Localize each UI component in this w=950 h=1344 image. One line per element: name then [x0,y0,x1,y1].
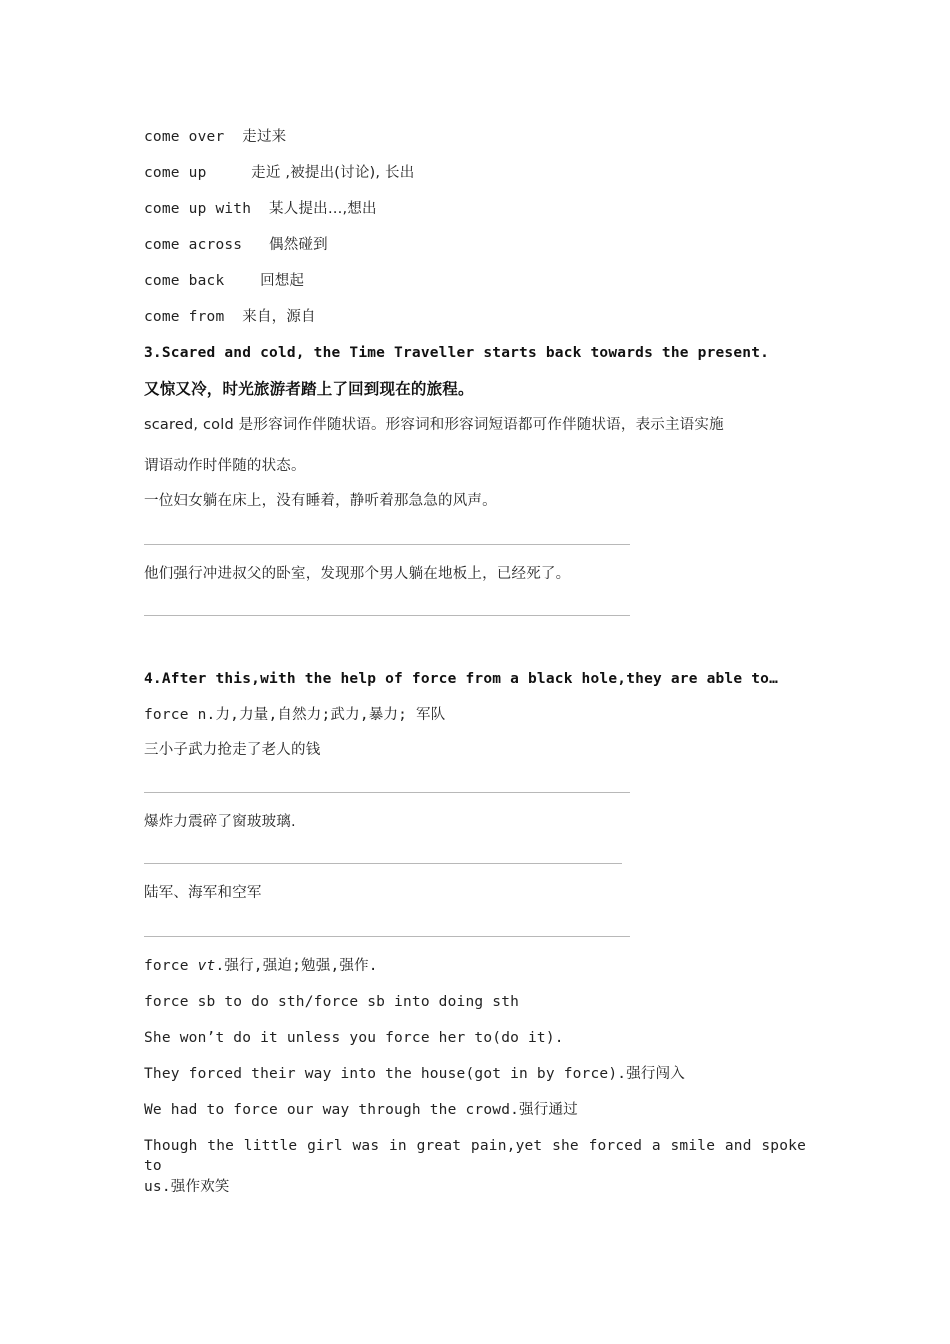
verb-word: force [144,958,198,974]
section3-note-line1: scared, cold 是形容词作伴随状语。形容词和形容词短语都可作伴随状语，表示主语实施 [144,417,724,433]
exercise-prompt: 一位妇女躺在床上，没有睡着，静听着那急急的风声。 [144,493,497,509]
answer-line [144,863,622,864]
answer-line [144,615,630,616]
example-sentence-continued: us.强作欢笑 [144,1179,230,1195]
phrase: come from [144,309,225,325]
example-sentence: They forced their way into the house(got in by force).强行闯入 [144,1066,686,1082]
exercise-prompt: 爆炸力震碎了窗玻玻璃. [144,814,296,830]
meaning: 走近 ,被提出(讨论), 长出 [251,165,415,181]
phrase-row [144,199,377,219]
section4-heading: 4.After this,with the help of force from a black hole,they are able to… [144,671,779,687]
answer-line [144,936,630,937]
phrase: come back [144,273,225,289]
phrase-row [144,163,414,183]
verb-definition [144,956,378,976]
section3-heading: 3.Scared and cold, the Time Traveller starts back towards the present. [144,345,770,361]
exercise-prompt: 三小子武力抢走了老人的钱 [144,742,321,758]
answer-line [144,792,630,793]
phrase-row [144,127,286,147]
verb-meaning: .强行,强迫;勉强,强作. [215,958,378,974]
part-of-speech: vt [197,958,216,974]
noun-definition: force n.力,力量,自然力;武力,暴力; 军队 [144,707,446,723]
phrase: come up [144,165,207,181]
meaning: 某人提出…,想出 [269,201,377,217]
meaning: 来自，源自 [242,309,316,325]
exercise-prompt: 他们强行冲进叔父的卧室，发现那个男人躺在地板上，已经死了。 [144,566,571,582]
example-sentence: We had to force our way through the crowd.强行通过 [144,1102,578,1118]
section3-note-line2: 谓语动作时伴随的状态。 [144,458,306,474]
example-sentence: Though the little girl was in great pain,yet she forced a smile and spoke to [144,1138,806,1174]
answer-line [144,544,630,545]
section3-translation: 又惊又冷，时光旅游者踏上了回到现在的旅程。 [144,380,474,398]
meaning: 偶然碰到 [269,237,328,253]
phrase-row [144,235,328,255]
meaning: 走过来 [242,129,287,145]
exercise-prompt: 陆军、海军和空军 [144,885,262,901]
phrase: come across [144,237,243,253]
phrase: come up with [144,201,252,217]
phrase: come over [144,129,225,145]
example-sentence: She won’t do it unless you force her to(do it). [144,1030,564,1046]
usage-pattern: force sb to do sth/force sb into doing sth [144,994,520,1010]
phrase-row [144,307,316,327]
phrase-row [144,271,304,291]
meaning: 回想起 [260,273,305,289]
